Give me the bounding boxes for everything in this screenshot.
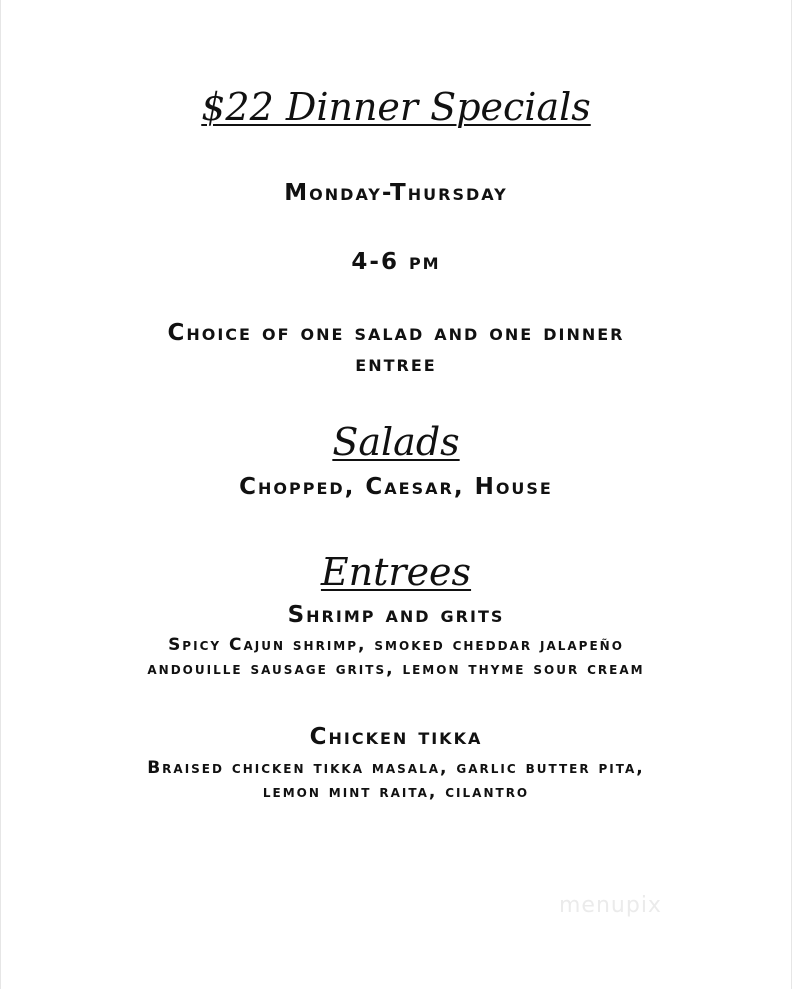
days-text: Monday-Thursday	[284, 180, 508, 206]
description-line: Braised chicken tikka masala, garlic butter pita,	[147, 758, 645, 778]
entree-description-tikka	[1, 756, 791, 804]
description-line: Spicy Cajun shrimp, smoked cheddar jalapeño	[168, 635, 624, 655]
description-line: andouille sausage grits, lemon thyme sour cream	[147, 659, 645, 679]
entrees-heading: Entrees	[320, 550, 472, 594]
menu-title: $22 Dinner Specials	[201, 85, 591, 129]
menupix-watermark: menupix	[559, 893, 662, 918]
choice-line-2: entree	[355, 351, 437, 377]
entree-description-shrimp	[1, 633, 791, 681]
description-line: lemon mint raita, cilantro	[262, 782, 530, 802]
entree-name-tikka: Chicken tikka	[309, 724, 483, 750]
choice-line-1: Choice of one salad and one dinner	[167, 320, 625, 346]
salads-list: Chopped, Caesar, House	[239, 474, 553, 500]
entree-name-shrimp: Shrimp and grits	[287, 602, 505, 628]
choice-note	[1, 318, 791, 380]
hours-text: 4-6 pm	[351, 249, 441, 275]
salads-heading: Salads	[332, 420, 460, 464]
